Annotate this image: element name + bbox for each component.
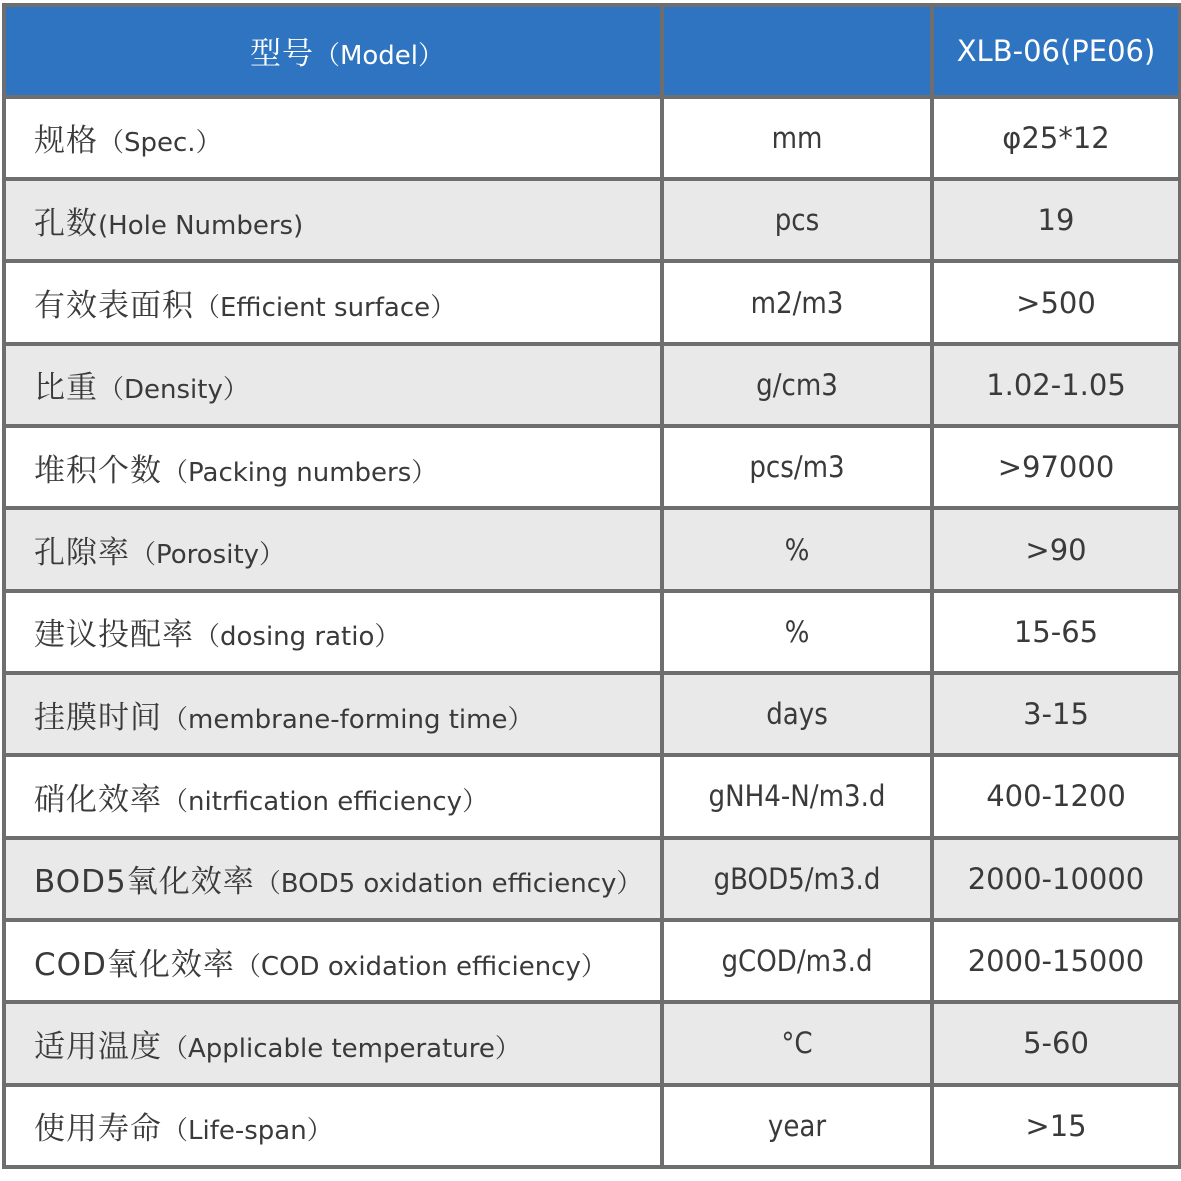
row-unit: year [662, 1085, 932, 1167]
row-unit: °C [662, 1002, 932, 1084]
row-value: >97000 [932, 426, 1180, 508]
row-unit: days [662, 673, 932, 755]
row-unit: mm [662, 97, 932, 179]
row-label-zh: 挂膜时间 [34, 699, 162, 736]
row-label-en: （Packing numbers） [162, 457, 438, 488]
table-row [4, 920, 1180, 1002]
row-label-en: (Hole Numbers) [98, 210, 304, 241]
row-value: 5-60 [932, 1002, 1180, 1084]
row-label-en: （COD oxidation efficiency） [234, 951, 607, 982]
table-row [4, 344, 1180, 426]
header-label-en: （Model） [313, 41, 445, 72]
row-value: 2000-15000 [932, 920, 1180, 1002]
row-label-en: （Efficient surface） [194, 293, 457, 324]
table-row [4, 261, 1180, 343]
row-unit: gBOD5/m3.d [662, 838, 932, 920]
table-row [4, 673, 1180, 755]
row-label [4, 755, 662, 837]
row-value: >500 [932, 261, 1180, 343]
row-label-zh: 规格 [34, 123, 98, 160]
table-row [4, 755, 1180, 837]
row-label-en: （Life-span） [162, 1116, 333, 1147]
table-row [4, 97, 1180, 179]
row-label [4, 920, 662, 1002]
row-label-en: （BOD5 oxidation efficiency） [254, 869, 643, 900]
table-row [4, 426, 1180, 508]
row-unit: % [662, 591, 932, 673]
row-label [4, 344, 662, 426]
row-label-zh: 硝化效率 [34, 781, 162, 818]
table-row [4, 1002, 1180, 1084]
row-unit: pcs [662, 179, 932, 261]
header-label-zh: 型号 [249, 36, 314, 73]
row-label-zh: 孔隙率 [34, 535, 130, 571]
row-label-en: （Applicable temperature） [162, 1033, 521, 1064]
table-row [4, 1085, 1180, 1167]
row-label-zh: 有效表面积 [34, 288, 194, 325]
row-label-zh: 使用寿命 [34, 1111, 162, 1148]
row-label-en: （membrane-forming time） [162, 704, 534, 735]
header-row [4, 5, 1180, 97]
row-value: 1.02-1.05 [932, 344, 1180, 426]
row-unit: % [662, 508, 932, 590]
row-value: φ25*12 [932, 97, 1180, 179]
row-label-en: （Density） [98, 375, 249, 406]
row-value: 2000-10000 [932, 838, 1180, 920]
row-label [4, 673, 662, 755]
row-label [4, 1085, 662, 1167]
row-unit: gCOD/m3.d [662, 920, 932, 1002]
row-value: >15 [932, 1085, 1180, 1167]
header-model-value: XLB-06(PE06) [932, 5, 1180, 97]
row-label [4, 261, 662, 343]
row-unit: pcs/m3 [662, 426, 932, 508]
row-value: 15-65 [932, 591, 1180, 673]
row-label [4, 1002, 662, 1084]
row-value: 19 [932, 179, 1180, 261]
row-label-en: （dosing ratio） [194, 622, 401, 653]
row-value: 3-15 [932, 673, 1180, 755]
row-label [4, 591, 662, 673]
row-value: >90 [932, 508, 1180, 590]
row-label [4, 508, 662, 590]
spec-table [2, 3, 1181, 1169]
row-value: 400-1200 [932, 755, 1180, 837]
row-label [4, 426, 662, 508]
header-unit-cell [662, 5, 932, 97]
row-label-zh: 堆积个数 [34, 452, 162, 489]
row-label [4, 179, 662, 261]
row-label-zh: 适用温度 [34, 1028, 162, 1065]
row-label [4, 838, 662, 920]
row-label-zh: 建议投配率 [34, 617, 194, 654]
row-unit: gNH4-N/m3.d [662, 755, 932, 837]
row-label-en: （nitrfication efficiency） [162, 786, 489, 817]
table-row [4, 508, 1180, 590]
row-label-en: （Porosity） [130, 540, 286, 570]
row-label-zh: BOD5氧化效率 [34, 864, 255, 901]
table-row [4, 838, 1180, 920]
row-unit: m2/m3 [662, 261, 932, 343]
table-row [4, 591, 1180, 673]
row-unit: g/cm3 [662, 344, 932, 426]
header-label-cell [4, 5, 662, 97]
row-label-zh: 孔数 [34, 205, 98, 242]
row-label-zh: COD氧化效率 [34, 946, 235, 983]
row-label-zh: 比重 [34, 370, 98, 407]
row-label-en: （Spec.） [98, 128, 222, 159]
table-row [4, 179, 1180, 261]
row-label [4, 97, 662, 179]
